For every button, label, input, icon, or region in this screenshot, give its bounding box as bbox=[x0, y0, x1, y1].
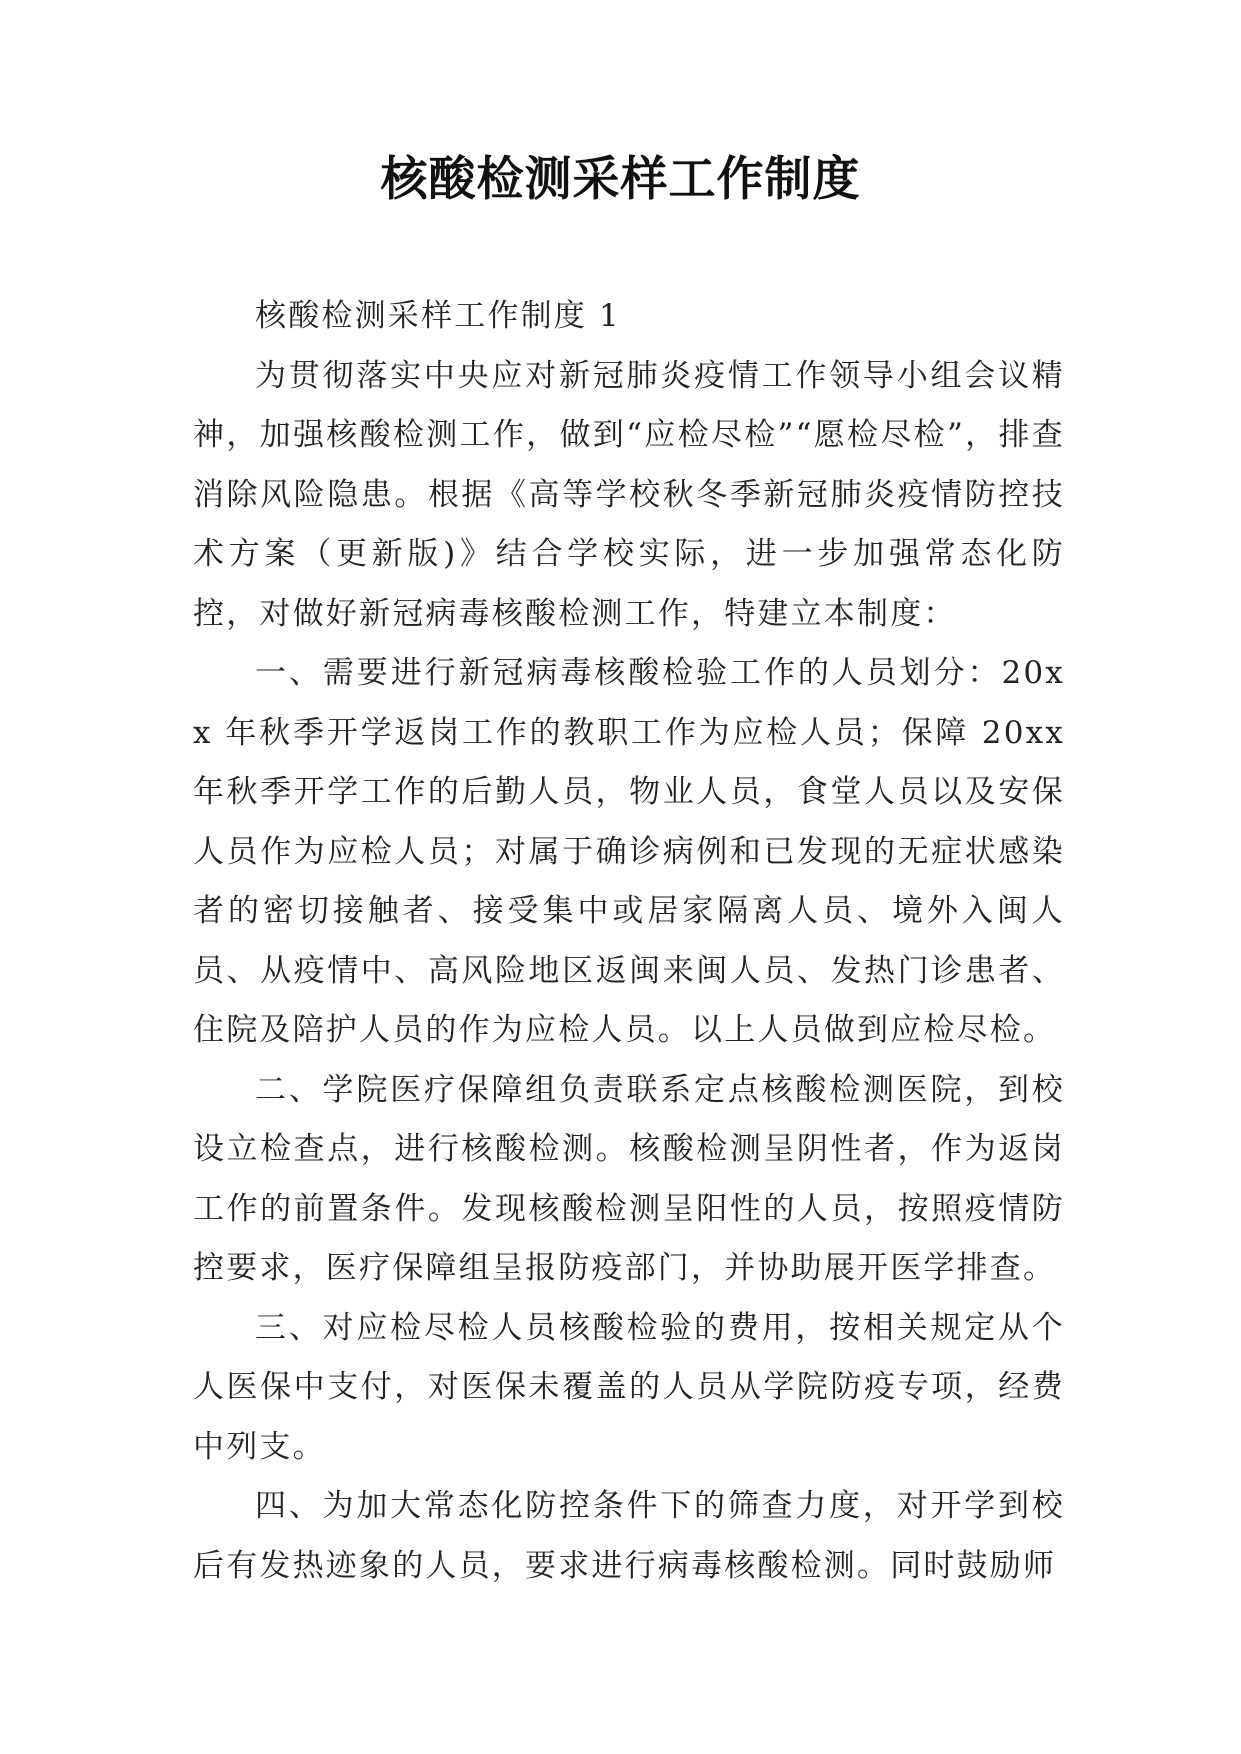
document-body bbox=[193, 287, 1065, 1596]
section-heading: 核酸检测采样工作制度 1 bbox=[255, 298, 621, 334]
paragraph-item-1: 一、需要进行新冠病毒核酸检验工作的人员划分：20xx 年秋季开学返岗工作的教职工作为应检人员；保障 20xx 年秋季开学工作的后勤人员，物业人员，食堂人员以及安保人员作为应检人员；对属于确诊病例和已发现的无症状感染者的密切接触者、接受集中或居家隔离人员、境外入闽人员、从疫情中、高风险地区返闽来闽人员、发热门诊患者、住院及陪护人员的作为应检人员。以上人员做到应检尽检。 bbox=[193, 655, 1065, 1048]
paragraph-item-2: 二、学院医疗保障组负责联系定点核酸检测医院，到校设立检查点，进行核酸检测。核酸检测呈阴性者，作为返岗工作的前置条件。发现核酸检测呈阳性的人员，按照疫情防控要求，医疗保障组呈报防疫部门，并协助展开医学排查。 bbox=[193, 1071, 1065, 1286]
paragraph-item-4: 四、为加大常态化防控条件下的筛查力度，对开学到校后有发热迹象的人员，要求进行病毒核酸检测。同时鼓励师 bbox=[193, 1488, 1065, 1584]
paragraph-item-3: 三、对应检尽检人员核酸检验的费用，按相关规定从个人医保中支付，对医保未覆盖的人员从学院防疫专项，经费中列支。 bbox=[193, 1309, 1065, 1465]
paragraph-intro: 为贯彻落实中央应对新冠肺炎疫情工作领导小组会议精神，加强核酸检测工作，做到“应检尽检”“愿检尽检”，排查消除风险隐患。根据《高等学校秋冬季新冠肺炎疫情防控技术方案（更新版)》结合学校实际，进一步加强常态化防控，对做好新冠病毒核酸检测工作，特建立本制度： bbox=[193, 357, 1065, 632]
document-title: 核酸检测采样工作制度 bbox=[380, 152, 861, 207]
